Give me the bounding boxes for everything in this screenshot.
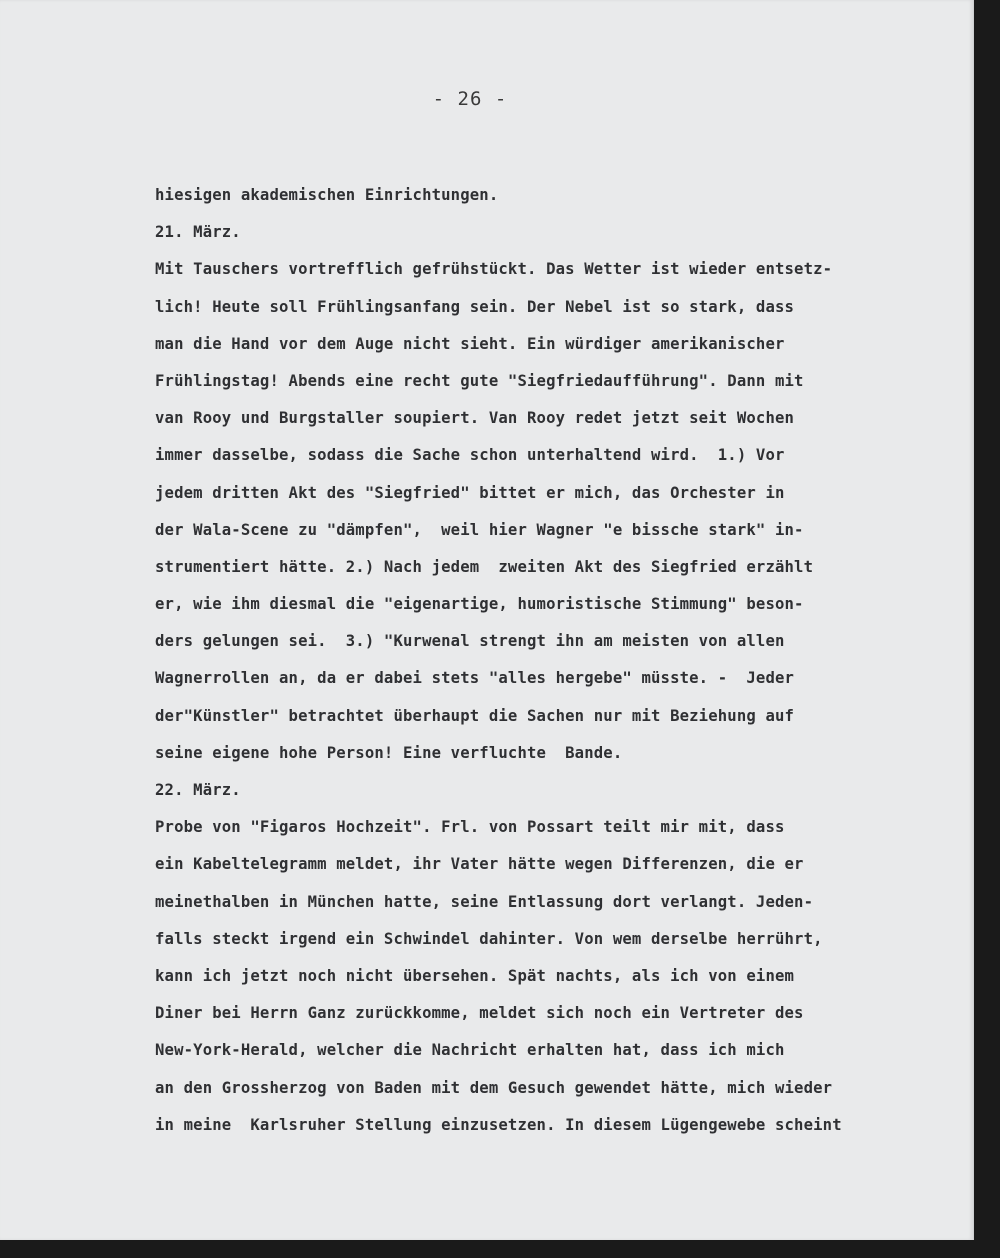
text-line: falls steckt irgend ein Schwindel dahinter. Von wem derselbe herrührt,: [155, 929, 823, 948]
text-line: van Rooy und Burgstaller soupiert. Van Rooy redet jetzt seit Wochen: [155, 409, 795, 428]
text-line: strumentiert hätte. 2.) Nach jedem zweiten Akt des Siegfried erzählt: [155, 557, 814, 576]
text-line: in meine Karlsruher Stellung einzusetzen. In diesem Lügengewebe scheint: [155, 1115, 842, 1134]
text-line: jedem dritten Akt des "Siegfried" bittet er mich, das Orchester in: [155, 483, 785, 502]
text-line: immer dasselbe, sodass die Sache schon unterhaltend wird. 1.) Vor: [155, 446, 785, 465]
text-line: ein Kabeltelegramm meldet, ihr Vater hätte wegen Differenzen, die er: [155, 855, 804, 874]
text-line: Probe von "Figaros Hochzeit". Frl. von Possart teilt mir mit, dass: [155, 818, 785, 837]
text-line: 22. März.: [155, 781, 241, 799]
page-number: - 26 -: [432, 88, 508, 110]
text-line: meinethalben in München hatte, seine Entlassung dort verlangt. Jeden-: [155, 892, 814, 911]
text-line: der"Künstler" betrachtet überhaupt die Sachen nur mit Beziehung auf: [155, 706, 795, 725]
text-line: an den Grossherzog von Baden mit dem Gesuch gewendet hätte, mich wieder: [155, 1078, 833, 1097]
text-line: 21. März.: [155, 223, 241, 242]
text-line: er, wie ihm diesmal die "eigenartige, humoristische Stimmung" beson-: [155, 595, 804, 614]
text-line: Mit Tauschers vortrefflich gefrühstückt. Das Wetter ist wieder entsetz-: [155, 260, 833, 279]
text-line: lich! Heute soll Frühlingsanfang sein. Der Nebel ist so stark, dass: [155, 297, 795, 316]
text-body: [155, 180, 955, 1147]
text-line: Frühlingstag! Abends eine recht gute "Siegfriedaufführung". Dann mit: [155, 371, 804, 390]
text-line: Wagnerrollen an, da er dabei stets "alles hergebe" müsste. - Jeder: [155, 669, 795, 688]
text-line: man die Hand vor dem Auge nicht sieht. Ein würdiger amerikanischer: [155, 334, 785, 353]
text-line: der Wala-Scene zu "dämpfen", weil hier Wagner "e bissche stark" in-: [155, 520, 804, 539]
text-line: New-York-Herald, welcher die Nachricht erhalten hat, dass ich mich: [155, 1041, 785, 1060]
text-line: kann ich jetzt noch nicht übersehen. Spät nachts, als ich von einem: [155, 966, 795, 985]
text-line: seine eigene hohe Person! Eine verfluchte Bande.: [155, 743, 623, 762]
text-line: Diner bei Herrn Ganz zurückkomme, meldet sich noch ein Vertreter des: [155, 1004, 804, 1023]
text-line: hiesigen akademischen Einrichtungen.: [155, 186, 499, 204]
text-line: ders gelungen sei. 3.) "Kurwenal strengt ihn am meisten von allen: [155, 632, 785, 651]
